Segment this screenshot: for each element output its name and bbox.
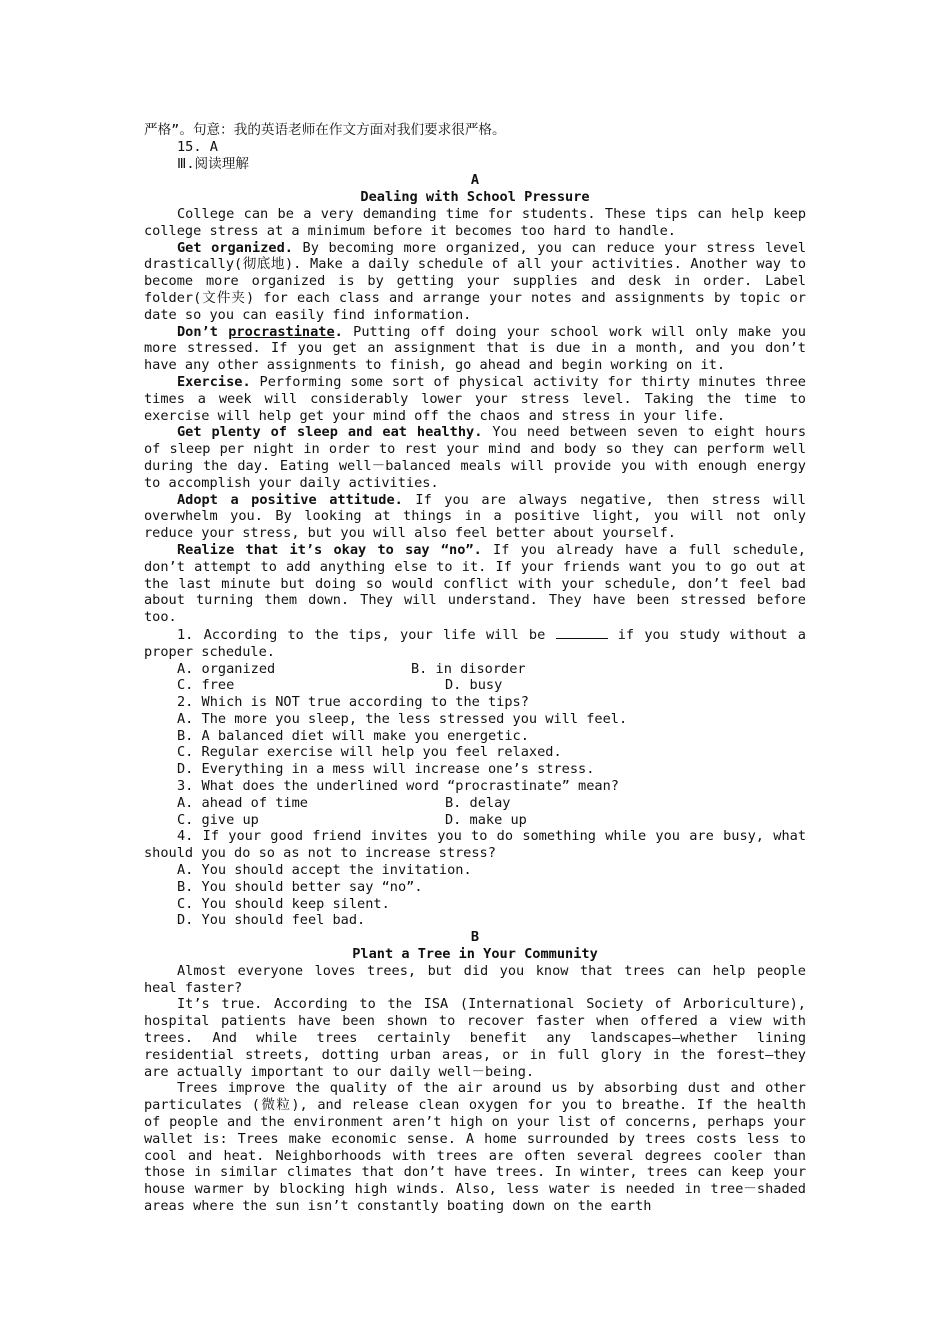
option-c: C. You should keep silent. (177, 895, 390, 912)
tip-text: Putting off doing your school work will only make you more stressed. If you get an assignment that is due in a month, and you don’t have any other assignments to finish, go ahead and begin working on it. (144, 323, 806, 374)
passage-b-letter: B (470, 929, 480, 946)
tip-say-no (144, 542, 806, 626)
tip-text: Performing some sort of physical activity for thirty minutes three times a week will considerably lower your stress level. Taking the time to exercise will help get your mind off the chaos and stress in your life. (144, 373, 806, 424)
answer-blank (556, 626, 608, 639)
tip-get-organized (144, 240, 806, 324)
question-1-stem-end: if you study without a proper schedule. (144, 626, 806, 660)
option-d: D. Everything in a mess will increase one’s stress. (177, 761, 595, 778)
option-b: B. delay (445, 794, 511, 811)
tip-text: You need between seven to eight hours of sleep per night in order to rest your mind and body so they can perform well during the day. Eating well－balanced meals will provide you with enough energy to accomplish your daily activities. (144, 424, 806, 491)
document-page (144, 122, 806, 1215)
passage-b-paragraph-1: Almost everyone loves trees, but did you know that trees can help people heal faster? (144, 962, 806, 996)
question-1 (144, 626, 806, 661)
tip-heading: Realize that it’s okay to say “no”. (177, 541, 482, 558)
option-b: B. You should better say “no”. (177, 878, 423, 895)
option-c: C. Regular exercise will help you feel relaxed. (177, 744, 562, 761)
question-3-options-row1 (144, 795, 806, 812)
tip-heading-pre: Don’t (177, 323, 229, 340)
tip-heading (177, 324, 343, 340)
tip-text: If you are always negative, then stress will overwhelm you. By looking at things in a positive light, you will not only reduce your stress, but you will also feel better about yourself. (144, 491, 806, 542)
tip-heading: Get plenty of sleep and eat healthy. (177, 424, 483, 441)
question-1-stem: 1. According to the tips, your life will be (177, 626, 556, 643)
tip-text: If you already have a full schedule, don’t attempt to add anything else to it. If your friends want you to go out at the last minute but doing so would conflict with your schedule, don’t feel bad about turning them down. They will understand. They have been stressed before too. (144, 541, 806, 626)
passage-a-letter: A (470, 172, 480, 189)
question-1-options-row1 (144, 661, 806, 678)
question-2: 2. Which is NOT true according to the tips? (177, 694, 529, 711)
option-a: A. organized (177, 660, 276, 677)
passage-b-paragraph-2: It’s true. According to the ISA (International Society of Arboriculture), hospital patients have been shown to recover faster when offered a view with trees. And while trees certainly benefit any landscapes—whether lining residential streets, dotting urban areas, or in full glory in the forest—they are actually important to our daily well－being. (144, 996, 806, 1080)
tip-positive-attitude (144, 492, 806, 542)
option-b: B. in disorder (411, 660, 526, 677)
option-c: C. free (177, 677, 235, 694)
answer-15: 15. A (177, 138, 218, 155)
option-d: D. You should feel bad. (177, 912, 366, 929)
option-d: D. busy (445, 677, 503, 694)
underlined-word: procrastinate (228, 323, 335, 340)
option-d: D. make up (445, 811, 527, 828)
tip-sleep-eat (144, 424, 806, 491)
section-heading: Ⅲ.阅读理解 (177, 155, 249, 172)
previous-answer-note: 严格”。句意：我的英语老师在作文方面对我们要求很严格。 (144, 122, 506, 138)
tip-dont-procrastinate (144, 324, 806, 374)
option-c: C. give up (177, 811, 259, 828)
option-a: A. The more you sleep, the less stressed you will feel. (177, 710, 628, 727)
tip-heading: Adopt a positive attitude. (177, 491, 403, 508)
question-3: 3. What does the underlined word “procrastinate” mean? (177, 778, 619, 795)
passage-b-paragraph-3: Trees improve the quality of the air around us by absorbing dust and other particulates (微粒), and release clean oxygen for you to breathe. If the health of people and the environment aren’t high on your list of concerns, perhaps your wallet is: Trees make economic sense. A home surrounded by trees costs less to cool and heat. Neighborhoods with trees are often several degrees cooler than those in similar climates that don’t have trees. In winter, trees can keep your house warmer by blocking high winds. Also, less water is needed in tree－shaded areas where the sun isn’t constantly boating down on the earth (144, 1080, 806, 1214)
tip-exercise (144, 374, 806, 424)
tip-heading: Exercise. (177, 373, 251, 390)
question-3-options-row2 (144, 812, 806, 829)
question-4: 4. If your good friend invites you to do something while you are busy, what should you do so as not to increase stress? (144, 828, 806, 862)
tip-heading-post: . (334, 323, 343, 340)
option-b: B. A balanced diet will make you energetic. (177, 727, 529, 744)
passage-a-intro: College can be a very demanding time for students. These tips can help keep college stress at a minimum before it becomes too hard to handle. (144, 205, 806, 239)
question-1-options-row2 (144, 677, 806, 694)
tip-heading: Get organized. (177, 239, 293, 256)
option-a: A. You should accept the invitation. (177, 862, 472, 879)
tip-text: By becoming more organized, you can reduce your stress level drastically(彻底地). Make a daily schedule of all your activities. Another way to become more organized is by getting your supplies and desk in order. Label folder(文件夹) for each class and arrange your notes and assignments by topic or date so you can easily find information. (144, 239, 807, 323)
option-a: A. ahead of time (177, 794, 308, 811)
passage-b-title: Plant a Tree in Your Community (352, 946, 598, 963)
passage-a-title: Dealing with School Pressure (360, 189, 590, 206)
